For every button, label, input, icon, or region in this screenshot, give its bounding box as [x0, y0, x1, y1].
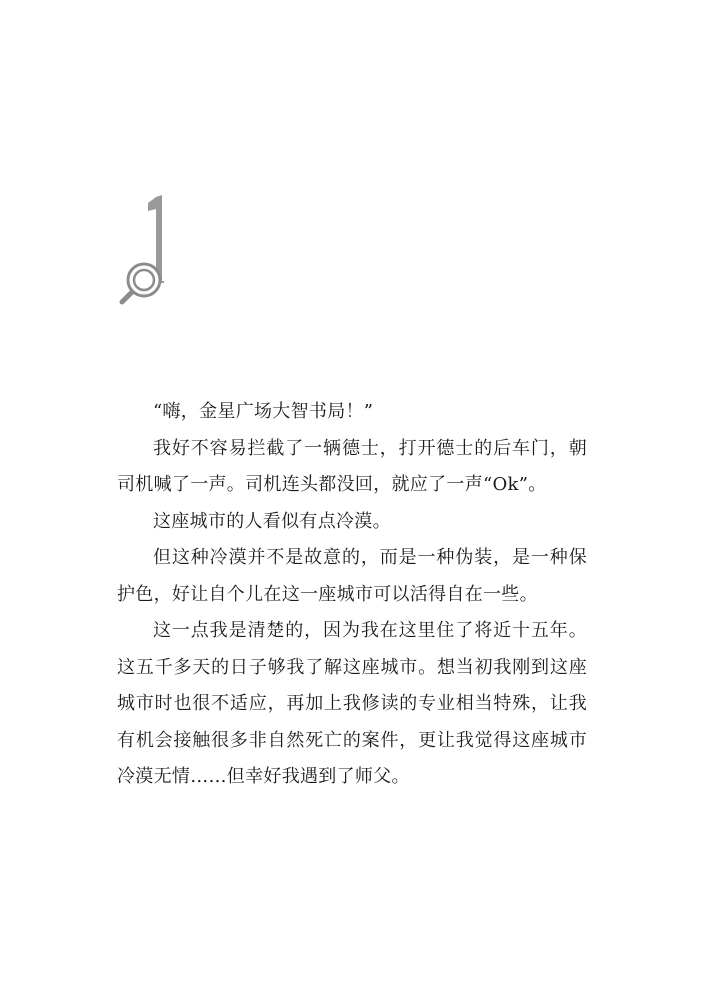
chapter-number-mark: [112, 183, 192, 313]
chapter-one-graphic: [112, 183, 192, 313]
paragraph-5: 这一点我是清楚的，因为我在这里住了将近十五年。这五千多天的日子够我了解这座城市。想当初我刚到这座城市时也很不适应，再加上我修读的专业相当特殊，让我有机会接触很多非自然死亡的案件，更让我觉得这座城市冷漠无情……但幸好我遇到了师父。: [117, 620, 587, 787]
paragraph-4: 但这种冷漠并不是故意的，而是一种伪装，是一种保护色，好让自个儿在这一座城市可以活得自在一些。: [117, 547, 587, 605]
magnifying-glass-icon: [122, 264, 160, 302]
chapter-text: [117, 394, 587, 796]
paragraph-3: 这座城市的人看似有点冷漠。: [153, 510, 391, 532]
paragraph-1: “嗨，金星广场大智书局！”: [153, 401, 374, 422]
paragraph-2: 我好不容易拦截了一辆德士，打开德士的后车门，朝司机喊了一声。司机连头都没回，就应了一声“Ok”。: [117, 437, 587, 495]
